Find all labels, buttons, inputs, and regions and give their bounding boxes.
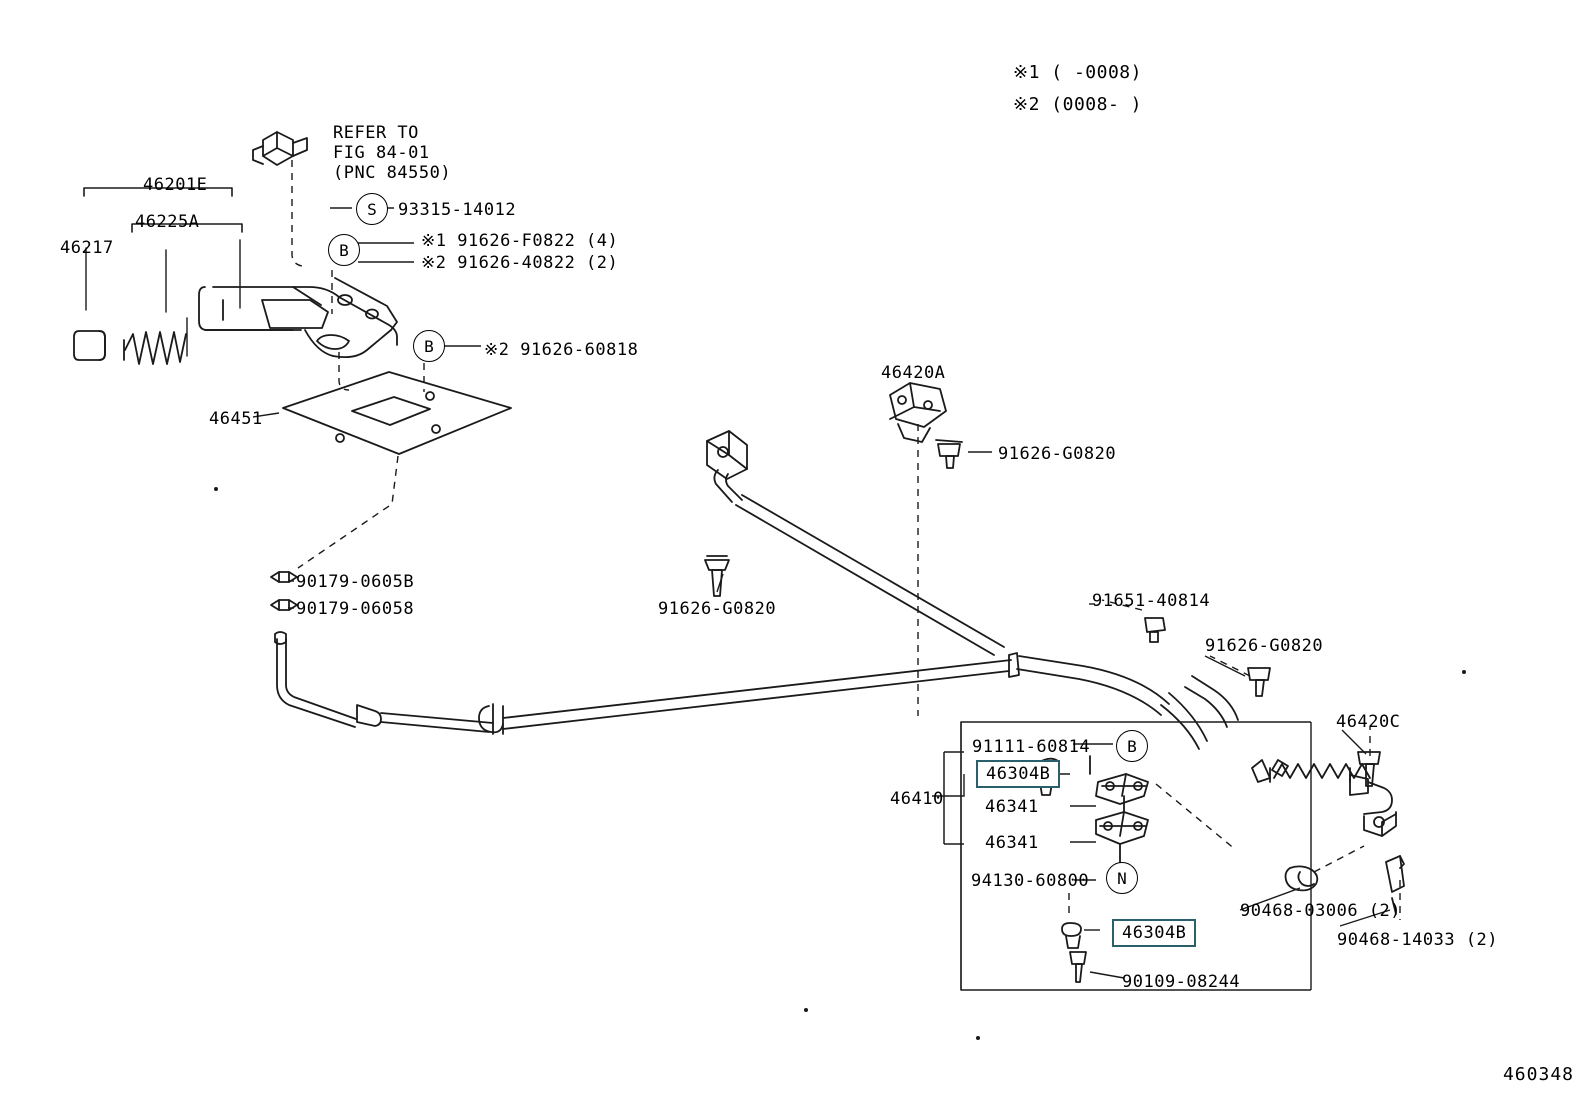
badge-fastener-b-3: B <box>1116 730 1148 762</box>
callout-90179-0605b: 90179-0605B <box>296 572 415 592</box>
callout-94130-60800: 94130-60800 <box>971 871 1090 891</box>
figure-id: 460348 <box>1502 1064 1574 1085</box>
highlight-46304b-upper: 46304B <box>976 760 1060 788</box>
callout-90109-08244: 90109-08244 <box>1122 972 1241 992</box>
callout-46420c: 46420C <box>1336 712 1401 732</box>
badge-fastener-n: N <box>1106 862 1138 894</box>
highlight-46304b-lower: 46304B <box>1112 919 1196 947</box>
note-1: ※1 ( -0008) <box>1013 62 1142 83</box>
callout-90468-03006: 90468-03006 (2) <box>1240 901 1402 921</box>
callout-91651-40814: 91651-40814 <box>1092 591 1211 611</box>
callout-46341-upper: 46341 <box>985 797 1039 817</box>
refer-to-line1: REFER TO <box>333 123 419 143</box>
callout-91626-g0820-right: 91626-G0820 <box>1205 636 1324 656</box>
callout-91626-60818: ※2 91626-60818 <box>484 340 639 360</box>
refer-to-line3: (PNC 84550) <box>333 163 452 183</box>
callout-46217: 46217 <box>60 238 114 258</box>
badge-fastener-b-2: B <box>413 330 445 362</box>
callout-91111-60814: 91111-60814 <box>972 737 1091 757</box>
callout-46201e: 46201E <box>143 175 208 195</box>
callout-46225a: 46225A <box>135 212 200 232</box>
badge-fastener-b-1: B <box>328 234 360 266</box>
callout-46451: 46451 <box>209 409 263 429</box>
callout-93315-14012: 93315-14012 <box>398 200 517 220</box>
badge-fastener-s: S <box>356 193 388 225</box>
refer-to-line2: FIG 84-01 <box>333 143 430 163</box>
callout-91626-g0820-left: 91626-G0820 <box>658 599 777 619</box>
callout-91626-g0820-top: 91626-G0820 <box>998 444 1117 464</box>
note-2: ※2 (0008- ) <box>1013 94 1142 115</box>
callout-46410: 46410 <box>890 789 944 809</box>
callout-46341-lower: 46341 <box>985 833 1039 853</box>
callout-91626-f0822: ※1 91626-F0822 (4) <box>421 231 619 251</box>
callout-90468-14033: 90468-14033 (2) <box>1337 930 1499 950</box>
callout-46420a: 46420A <box>881 363 946 383</box>
callout-90179-06058: 90179-06058 <box>296 599 415 619</box>
callout-91626-40822: ※2 91626-40822 (2) <box>421 253 619 273</box>
